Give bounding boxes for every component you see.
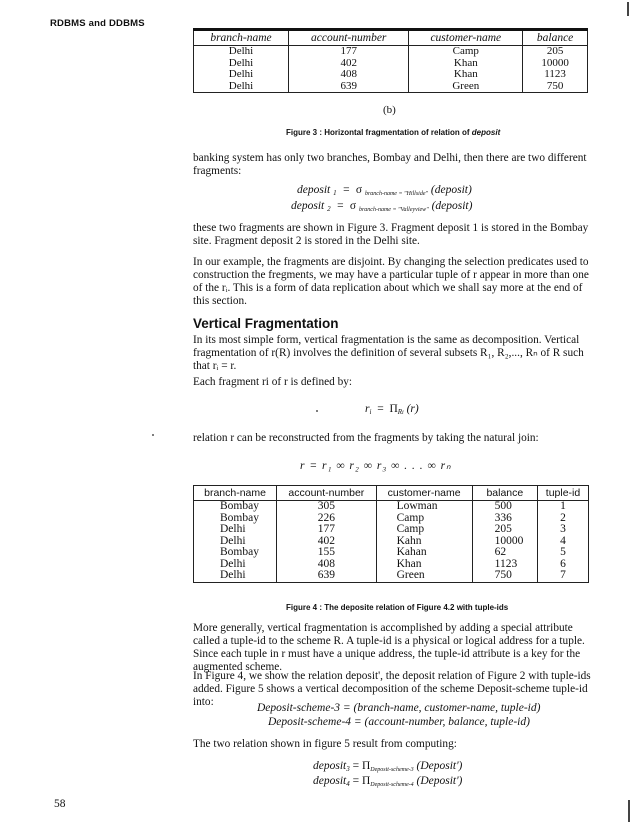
table-cell: 1123 (472, 559, 537, 571)
formula-deposit-4 (313, 775, 462, 788)
table-row (194, 46, 588, 58)
formula-subscript: 4 (346, 780, 350, 788)
sigma-symbol: σ (355, 184, 363, 196)
paragraph: banking system has only two branches, Bombay and Delhi, then there are two different fragments: (193, 152, 587, 177)
column-header: branch-name (194, 486, 277, 501)
formula-term: r (365, 403, 370, 415)
column-header: balance (523, 30, 588, 46)
margin-mark-bottom (628, 800, 630, 822)
table-cell: Delhi (194, 570, 277, 582)
scan-dot (316, 410, 318, 412)
paragraph: these two fragments are shown in Figure 3. Fragment deposit 1 is stored in the Bombay site. Fragment deposit 2 is stored in the Delhi site. (193, 222, 589, 247)
figure-4-caption: Figure 4 : The deposite relation of Figure 4.2 with tuple-ids (286, 603, 509, 612)
table-cell: Green (376, 570, 472, 582)
table-cell: 177 (277, 524, 377, 536)
formula-subscript: Deposit-scheme-3 (370, 767, 414, 773)
table-cell: 155 (277, 547, 377, 559)
table-row (194, 501, 589, 513)
formula-subscript: 3 (346, 765, 350, 773)
column-header: account-number (289, 30, 409, 46)
table-cell: 402 (277, 536, 377, 548)
table-cell: 10000 (523, 58, 588, 70)
formula-fragment-1 (297, 184, 472, 197)
paragraph: In our example, the fragments are disjoint. By changing the selection predicates used to construction the fregments, we may have a particular tuple of r appear in more than one of the rᵢ. This is a form of data replication about which we shall say more at the end of this section. (193, 256, 589, 307)
table-cell: 7 (538, 570, 589, 582)
paragraph: Each fragment ri of r is defined by: (193, 376, 353, 388)
column-header: balance (472, 486, 537, 501)
running-header: RDBMS and DDBMS (50, 18, 145, 29)
formula-fragment-definition (365, 403, 419, 416)
formula-fragment-2 (291, 200, 472, 213)
table-cell: 336 (472, 513, 537, 525)
formula-operator: = Π (352, 760, 371, 772)
formula-subscript: 1 (333, 189, 337, 197)
section-heading: Vertical Fragmentation (193, 316, 339, 331)
table-cell: Camp (376, 524, 472, 536)
column-header: tuple-id (538, 486, 589, 501)
formula-term: deposit (313, 775, 347, 787)
pi-symbol: Π (389, 403, 398, 415)
table-cell: Lowman (376, 501, 472, 513)
paragraph: relation r can be reconstructed from the fragments by taking the natural join: (193, 432, 539, 444)
formula-term: (Deposit') (416, 775, 463, 787)
table-header-row (194, 30, 588, 46)
table-cell: Bombay (194, 501, 277, 513)
table-row (194, 547, 589, 559)
table-cell: 750 (472, 570, 537, 582)
formula-term: deposit (313, 760, 347, 772)
table-cell: Delhi (194, 69, 289, 81)
table-cell: Delhi (194, 559, 277, 571)
formula-subscript: 2 (327, 205, 331, 213)
table-cell: 5 (538, 547, 589, 559)
table-cell: 408 (289, 69, 409, 81)
formula-natural-join: r = r₁ ∞ r₂ ∞ r₃ ∞ . . . ∞ rₙ (300, 460, 452, 472)
table-cell: Delhi (194, 536, 277, 548)
column-header: branch-name (194, 30, 289, 46)
table-cell: 205 (523, 46, 588, 58)
table-cell: 305 (277, 501, 377, 513)
formula-term: deposit (291, 200, 325, 212)
table-cell: 205 (472, 524, 537, 536)
table-cell: 500 (472, 501, 537, 513)
table-header-row (194, 486, 589, 501)
table-cell: 408 (277, 559, 377, 571)
table-cell: 6 (538, 559, 589, 571)
formula-subscript: R (397, 408, 403, 416)
paragraph: More generally, vertical fragmentation is accomplished by adding a special attribute called a tuple-id to the scheme R. A tuple-id is a physical or logical address for a tuple. Since each tuple in r must have a unique address, the tuple-id attribute is a key for the augmented scheme. (193, 622, 585, 673)
table-row (194, 69, 588, 81)
column-header: customer-name (376, 486, 472, 501)
table-cell: Green (409, 81, 523, 93)
paragraph: The two relation shown in figure 5 result from computing: (193, 738, 457, 750)
table-row (194, 559, 589, 571)
table-cell: 639 (277, 570, 377, 582)
scan-dot (152, 434, 154, 436)
formula-term: (deposit) (431, 200, 473, 212)
formula-operator: = Π (352, 775, 371, 787)
table-cell: 1123 (523, 69, 588, 81)
table-row (194, 81, 588, 93)
table-cell: 3 (538, 524, 589, 536)
figure-3-caption (286, 128, 500, 137)
formula-scheme-4: Deposit-scheme-4 = (account-number, balance, tuple-id) (268, 716, 530, 728)
table-cell: Kahan (376, 547, 472, 559)
selection-predicate: branch-name = "Valleyview" (358, 207, 429, 213)
table-cell: Khan (376, 559, 472, 571)
formula-term: (Deposit') (416, 760, 463, 772)
paragraph: In its most simple form, vertical fragmentation is the same as decomposition. Vertical fragmentation of r(R) involves the definition of several subsets R₁, R₂,..., Rₙ of R such that rᵢ = r. (193, 334, 584, 372)
table-cell: Khan (409, 58, 523, 70)
formula-operator: = (377, 403, 384, 415)
caption-text: Figure 3 : Horizontal fragmentation of relation of (286, 128, 472, 137)
table-cell: Camp (409, 46, 523, 58)
deposit-tuple-id-table (193, 485, 589, 583)
subfigure-label: (b) (383, 104, 396, 116)
column-header: account-number (277, 486, 377, 501)
table-row (194, 513, 589, 525)
formula-scheme-3: Deposit-scheme-3 = (branch-name, customer-name, tuple-id) (257, 702, 541, 714)
formula-term: (r) (406, 403, 419, 415)
caption-italic: deposit (471, 128, 501, 137)
formula-subscript: i (369, 408, 372, 416)
table-cell: Bombay (194, 547, 277, 559)
formula-term: (deposit) (430, 184, 472, 196)
table-cell: 750 (523, 81, 588, 93)
table-cell: Bombay (194, 513, 277, 525)
table-cell: 10000 (472, 536, 537, 548)
table-cell: 177 (289, 46, 409, 58)
column-header: customer-name (409, 30, 523, 46)
table-cell: 1 (538, 501, 589, 513)
table-cell: Delhi (194, 81, 289, 93)
table-cell: 62 (472, 547, 537, 559)
fragment-table-delhi (193, 28, 588, 93)
formula-deposit-3 (313, 760, 462, 773)
table-cell: Delhi (194, 524, 277, 536)
formula-operator: = (342, 184, 351, 196)
table-row (194, 524, 589, 536)
table-row (194, 570, 589, 582)
table-cell: Delhi (194, 58, 289, 70)
table-cell: Delhi (194, 46, 289, 58)
table-cell: 2 (538, 513, 589, 525)
table-cell: 4 (538, 536, 589, 548)
sigma-symbol: σ (349, 200, 357, 212)
table-cell: Khan (409, 69, 523, 81)
table-cell: Camp (376, 513, 472, 525)
formula-subscript: Deposit-scheme-4 (370, 782, 414, 788)
formula-term: deposit (297, 184, 331, 196)
table-cell: 402 (289, 58, 409, 70)
formula-operator: = (336, 200, 345, 212)
table-cell: 639 (289, 81, 409, 93)
margin-mark-top (627, 2, 629, 16)
table-cell: Kahn (376, 536, 472, 548)
paragraph: In Figure 4, we show the relation deposit', the deposit relation of Figure 2 with tuple-ids added. Figure 5 shows a vertical decomposition of the scheme Deposit-scheme tuple-id into: (193, 670, 591, 708)
table-cell: 226 (277, 513, 377, 525)
selection-predicate: branch-name = "Hillside" (364, 191, 429, 197)
formula-subscript: i (402, 410, 404, 416)
page-number: 58 (54, 798, 66, 810)
